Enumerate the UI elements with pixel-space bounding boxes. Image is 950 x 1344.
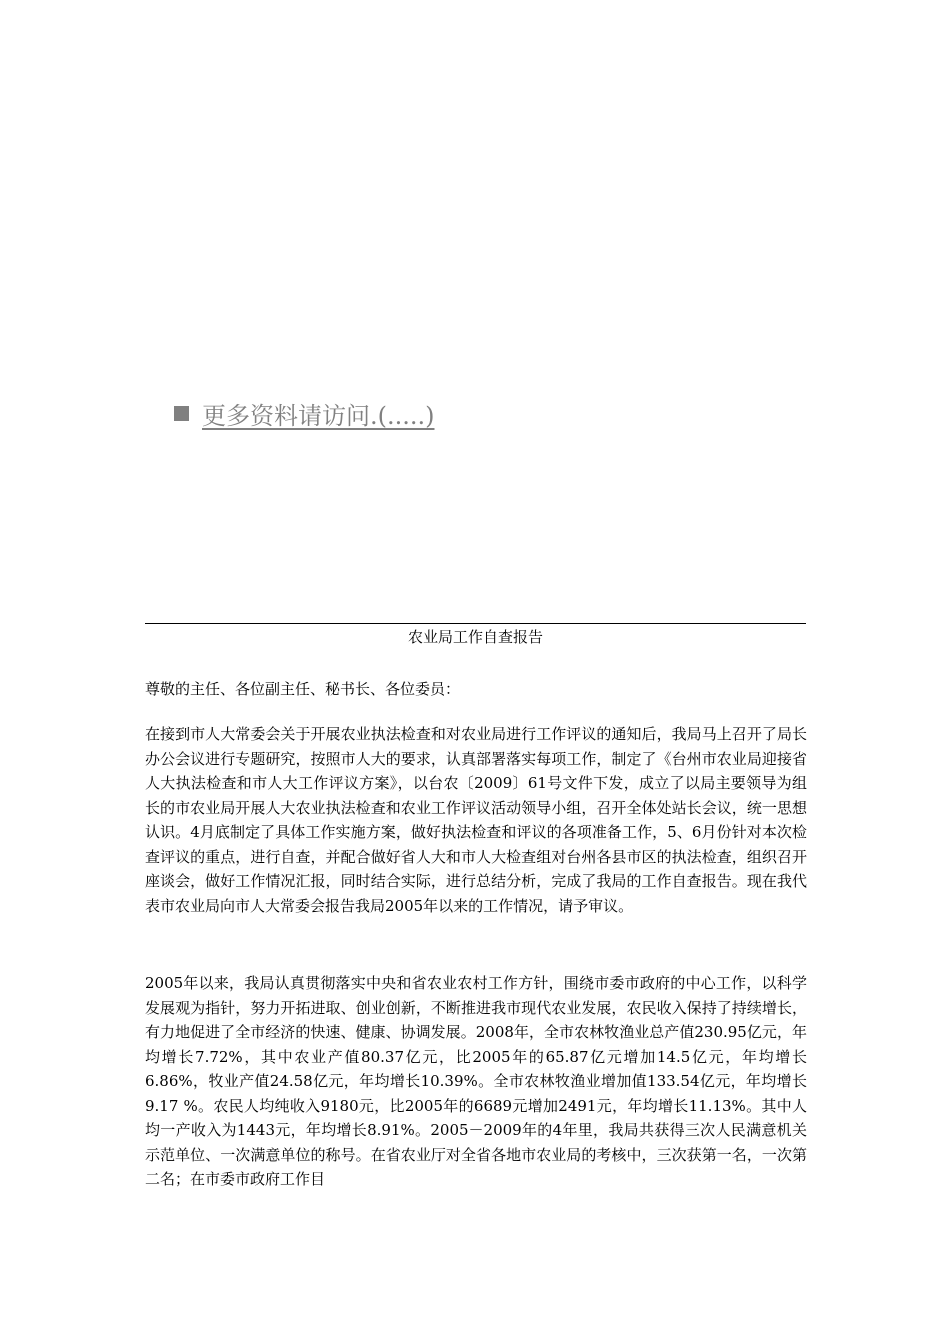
more-resources-link[interactable]: 更多资料请访问.(.....) <box>202 402 435 430</box>
greeting: 尊敬的主任、各位副主任、秘书长、各位委员： <box>145 680 461 698</box>
header-divider <box>145 623 806 624</box>
body-paragraph-2: 2005年以来，我局认真贯彻落实中央和省农业农村工作方针，围绕市委市政府的中心工作，以科学发展观为指针，努力开拓进取、创业创新，不断推进我市现代农业发展，农民收入保持了持续增长，有力地促进了全市经济的快速、健康、协调发展。2008年，全市农林牧渔业总产值230.95亿元，年均增长7.72%，其中农业产值80.37亿元，比2005年的65.87亿元增加14.5亿元，年均增长6.86%，牧业产值24.58亿元，年均增长10.39%。全市农林牧渔业增加值133.54亿元，年均增长9.17 %。农民人均纯收入9180元，比2005年的6689元增加2491元，年均增长11.13%。其中人均一产收入为1443元，年均增长8.91%。2005－2009年的4年里，我局共获得三次人民满意机关示范单位、一次满意单位的称号。在省农业厅对全省各地市农业局的考核中，三次获第一名，一次第二名；在市委市政府工作目 <box>145 974 807 1188</box>
square-bullet-icon <box>174 406 189 421</box>
promo-link-block[interactable] <box>174 396 435 431</box>
body-paragraph-1: 在接到市人大常委会关于开展农业执法检查和对农业局进行工作评议的通知后，我局马上召开了局长办公会议进行专题研究，按照市人大的要求，认真部署落实每项工作，制定了《台州市农业局迎接省人大执法检查和市人大工作评议方案》，以台农〔2009〕61号文件下发，成立了以局主要领导为组长的市农业局开展人大农业执法检查和农业工作评议活动领导小组，召开全体处站长会议，统一思想认识。4月底制定了具体工作实施方案，做好执法检查和评议的各项准备工作，5、6月份针对本次检查评议的重点，进行自查，并配合做好省人大和市人大检查组对台州各县市区的执法检查，组织召开座谈会，做好工作情况汇报，同时结合实际，进行总结分析，完成了我局的工作自查报告。现在我代表市农业局向市人大常委会报告我局2005年以来的工作情况，请予审议。 <box>145 725 807 915</box>
document-title: 农业局工作自查报告 <box>407 628 543 646</box>
